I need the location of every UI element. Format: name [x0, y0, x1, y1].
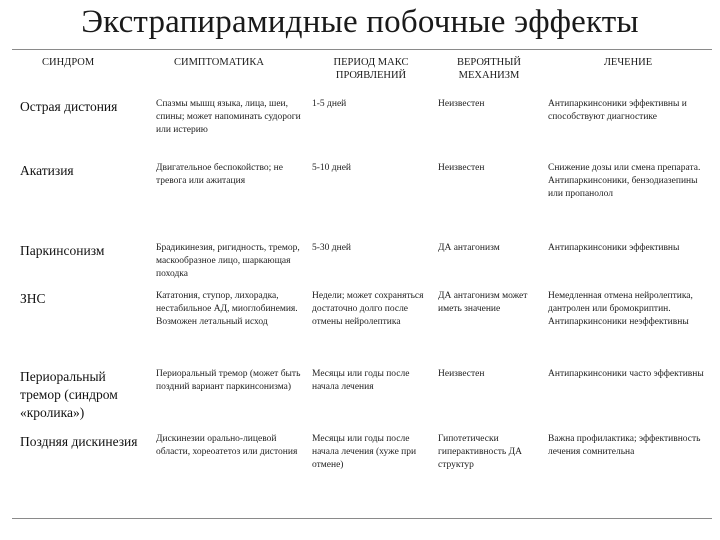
- cell-syndrome: Поздняя дискинезия: [20, 434, 138, 449]
- header-period: ПЕРИОД МАКС ПРОЯВЛЕНИЙ: [333, 57, 409, 81]
- cell-period: 5-30 дней: [312, 243, 352, 253]
- cell-treatment: Немедленная отмена нейролептика, дантролен или бромокриптин. Антипаркинсоники неэффективны: [548, 291, 693, 327]
- header-mechanism: ВЕРОЯТНЫЙ МЕХАНИЗМ: [457, 57, 521, 81]
- footer-rule: [12, 518, 712, 519]
- cell-period: Месяцы или годы после начала лечения (хуже при отмене): [312, 434, 417, 470]
- cell-mechanism: Неизвестен: [438, 163, 485, 173]
- cell-mechanism: ДА антагонизм: [438, 243, 500, 253]
- cell-syndrome: Острая дистония: [20, 99, 118, 114]
- cell-treatment: Антипаркинсоники эффективны: [548, 243, 680, 253]
- cell-symptoms: Брадикинезия, ригидность, тремор, маскообразное лицо, шаркающая походка: [156, 243, 300, 279]
- table-row: [12, 290, 712, 368]
- cell-syndrome: Периоральный тремор (синдром «кролика»): [20, 369, 118, 420]
- cell-mechanism: Гипотетически гиперактивность ДА структур: [438, 434, 522, 470]
- cell-treatment: Снижение дозы или смена препарата. Антипаркинсоники, бензодиазепины или пропанолол: [548, 163, 701, 199]
- header-syndrome: СИНДРОМ: [42, 57, 95, 68]
- table-row: [12, 368, 712, 433]
- slide-title: Экстрапирамидные побочные эффекты: [81, 4, 639, 40]
- side-effects-table: [12, 50, 712, 498]
- cell-period: 5-10 дней: [312, 163, 352, 173]
- cell-period: Недели; может сохраняться достаточно долго после отмены нейролептика: [312, 291, 424, 327]
- cell-symptoms: Спазмы мышц языка, лица, шеи, спины; может напоминать судороги или истерию: [156, 99, 301, 135]
- cell-syndrome: ЗНС: [20, 291, 46, 306]
- cell-mechanism: Неизвестен: [438, 99, 485, 109]
- header-treatment: ЛЕЧЕНИЕ: [603, 57, 653, 68]
- cell-syndrome: Паркинсонизм: [20, 243, 105, 258]
- cell-treatment: Антипаркинсоники эффективны и способствуют диагностике: [548, 99, 687, 122]
- cell-period: 1-5 дней: [312, 99, 347, 109]
- cell-symptoms: Периоральный тремор (может быть поздний вариант паркинсонизма): [156, 369, 301, 392]
- cell-symptoms: Двигательное беспокойство; не тревога или ажитация: [156, 163, 283, 186]
- cell-treatment: Антипаркинсоники часто эффективны: [548, 369, 704, 379]
- cell-symptoms: Дискинезии орально-лицевой области, хореоатетоз или дистония: [156, 434, 298, 457]
- cell-symptoms: Кататония, ступор, лихорадка, нестабильное АД, миоглобинемия. Возможен летальный исход: [156, 291, 298, 327]
- cell-treatment: Важна профилактика; эффективность лечения сомнительна: [548, 434, 701, 457]
- cell-syndrome: Акатизия: [20, 163, 74, 178]
- cell-period: Месяцы или годы после начала лечения: [312, 369, 410, 392]
- cell-mechanism: ДА антагонизм может иметь значение: [438, 291, 528, 314]
- table-row: [12, 162, 712, 242]
- table-row: [12, 242, 712, 290]
- table-row: [12, 98, 712, 162]
- header-symptoms: СИМПТОМАТИКА: [174, 57, 264, 68]
- table-row: [12, 433, 712, 498]
- cell-mechanism: Неизвестен: [438, 369, 485, 379]
